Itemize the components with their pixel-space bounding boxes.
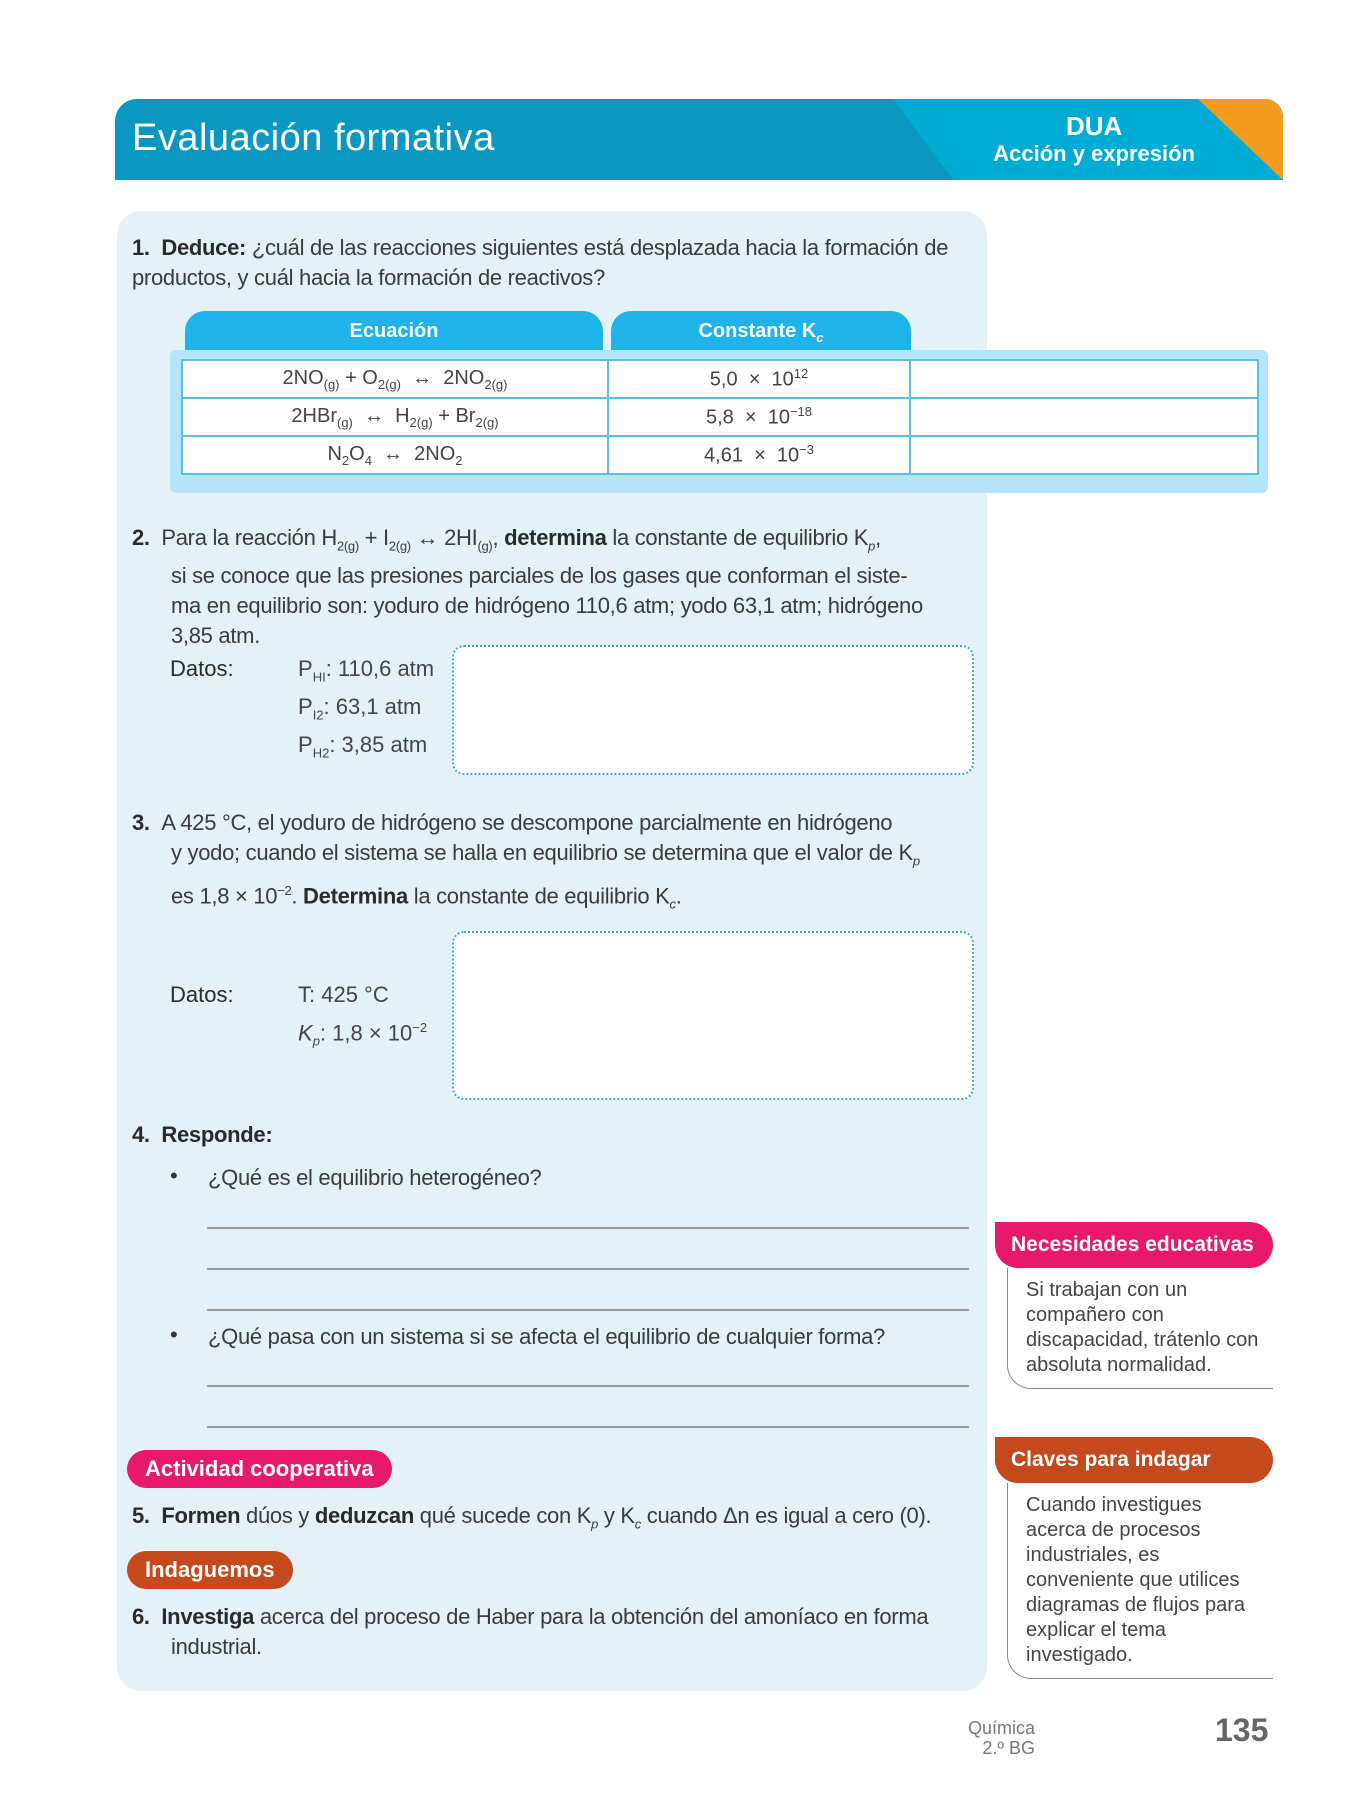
question-number: 6. [132,1604,150,1629]
question-verb: Formen [161,1503,241,1528]
constant-cell: $5,0 \times 10^{12}$ [608,360,910,398]
question-verb: deduzcan [314,1503,414,1528]
cooperative-activity-pill: Actividad cooperativa [127,1450,392,1488]
datum-symbol: P [298,732,313,757]
question-6 [132,1602,992,1662]
question-text: A 425 °C, el yoduro de hidrógeno se descompone parcialmente en hidrógeno [161,810,893,835]
question-text: dúos y [240,1503,315,1528]
answer-line[interactable] [207,1268,969,1270]
datos-label: Datos: [170,656,234,681]
datum-p-h2 [298,732,427,760]
constant-cell: $4,61 \times 10^{-3}$ [608,436,910,474]
datum-temperature: T: 425 °C [298,982,389,1007]
question-text: la constante de equilibrio K [606,525,869,550]
footer-subject [968,1718,1035,1758]
header-sub: c [816,330,824,345]
question-verb: Investiga [161,1604,255,1629]
question-2: 2. Para la reacción $H_{2(g)} + I_{2(g)}$ ↔ $2HI_{(g)}$, determina la constante de equilibrio $K_p$, si se conoce que las presiones parciales de los gases que conforman el siste- ma en equilibrio son: yoduro de hidrógeno 110,6 atm; yodo 63,1 atm; hidrógeno 3,85 atm. [132,523,992,651]
answer-line[interactable] [207,1309,969,1311]
question-text: ¿cuál de las reacciones siguientes está desplazada hacia la formación de productos, y cuál hacia la formación de reactivos? [132,235,949,290]
table-header-equation [185,311,603,351]
bullet-icon: • [170,1163,178,1188]
question-1 [132,233,992,293]
card-title: Necesidades educativas [995,1222,1273,1268]
question-number: 2. [132,525,150,550]
datum-value: : 63,1 atm [323,694,422,719]
claves-card [995,1437,1273,1679]
question-5: 5. Formen dúos y deduzcan qué sucede con $K_p$ y $K_c$ cuando Δn es igual a cero (0). [132,1503,932,1532]
question-4 [132,1120,272,1150]
answer-cell[interactable] [910,360,1258,398]
question-text: cuando Δn es igual a cero (0). [640,1503,932,1528]
answer-line[interactable] [207,1385,969,1387]
question-verb: determina [504,525,607,550]
question-text: es 1,8 × 10 [171,883,278,909]
answer-line[interactable] [207,1426,969,1428]
question-3: 3. A 425 °C, el yoduro de hidrógeno se descompone parcialmente en hidrógeno y yodo; cuando el sistema se halla en equilibrio se determina que el valor de $K_p$ es $1,8 \times 10^{-2}$. Determina la constante de equilibrio $K_c$. [132,810,920,913]
equation-cell: $2NO_{(g)} + O_{2(g)}$ ↔ $2NO_{2(g)}$ [182,360,608,398]
equation-cell: 2HBr$_{(g)}$ ↔ $H_{2(g)} + Br_{2(g)}$ [182,398,608,436]
datum-value: : 1,8 × 10 [319,1020,413,1046]
dua-label: DUA [1065,111,1123,141]
necesidades-card [995,1222,1273,1389]
question-number: 5. [132,1503,150,1528]
datum-sub: HI [312,669,326,685]
datum-sub: I2 [312,707,324,723]
question-number: 4. [132,1122,150,1147]
constant-cell: $5,8 \times 10^{-18}$ [608,398,910,436]
datum-value: : 110,6 atm [325,656,435,681]
answer-box-q2[interactable] [452,645,974,775]
section-header [115,99,1283,180]
card-body: Si trabajan con un compañero con discapacidad, trátenlo con absoluta normalidad. [1007,1268,1273,1389]
dua-subtitle: Acción y expresión [993,141,1195,166]
question-text: la constante de equilibrio K [407,883,670,909]
question-verb: Determina [303,883,408,909]
sub-question: ¿Qué es el equilibrio heterogéneo? [208,1165,542,1190]
table-header-constant [611,311,911,351]
question-text: acerca del proceso de Haber para la obtención del amoníaco en forma [254,1604,929,1629]
answer-box-q3[interactable] [452,931,974,1100]
card-title: Claves para indagar [995,1437,1273,1483]
table-row [182,436,1258,474]
dua-badge [993,111,1195,167]
datum-p-hi [298,656,434,684]
grade-label: 2.º BG [982,1738,1035,1758]
answer-line[interactable] [207,1227,969,1229]
question-text: si se conoce que las presiones parciales de los gases que conforman el siste- [171,563,908,589]
question-number: 3. [132,810,150,835]
answer-cell[interactable] [910,398,1258,436]
question-text: ma en equilibrio son: yoduro de hidrógeno 110,6 atm; yodo 63,1 atm; hidrógeno [171,593,923,619]
subject-label: Química [967,1718,1035,1738]
datum-p-i2 [298,694,421,722]
indaguemos-pill: Indaguemos [127,1551,293,1589]
table-row [182,398,1258,436]
datum-value: : 3,85 atm [329,732,428,757]
header-label: Constante K [698,320,817,342]
header-label: Ecuación [349,320,439,342]
datum-symbol: P [298,694,313,719]
question-text: Para la reacción H [161,525,337,550]
card-body: Cuando investigues acerca de procesos industriales, es conveniente que utilices diagramas de flujos para explicar el tema investigado. [1007,1483,1273,1679]
equilibrium-table [181,359,1259,475]
question-title: Responde: [161,1122,273,1147]
section-title: Evaluación formativa [132,117,495,159]
question-text: industrial. [171,1634,262,1659]
question-text: y K [598,1503,635,1528]
datum-symbol: P [298,656,313,681]
datum-kp: $K_p$: $1,8 \times 10^{-2}$ [298,1020,428,1049]
datos-label: Datos: [170,982,234,1007]
datum-sub: H2 [312,745,330,761]
sub-question: ¿Qué pasa con un sistema si se afecta el equilibrio de cualquier forma? [208,1324,885,1349]
equation-cell: $N_2O_4$ ↔ $2NO_2$ [182,436,608,474]
question-verb: Deduce: [161,235,247,260]
bullet-icon: • [170,1322,178,1347]
question-text: y yodo; cuando el sistema se halla en equilibrio se determina que el valor de K [171,840,913,865]
page-number: 135 [1215,1712,1269,1748]
question-text: 3,85 atm. [171,623,261,649]
question-number: 1. [132,235,150,260]
question-text: qué sucede con K [413,1503,592,1528]
answer-cell[interactable] [910,436,1258,474]
table-row [182,360,1258,398]
